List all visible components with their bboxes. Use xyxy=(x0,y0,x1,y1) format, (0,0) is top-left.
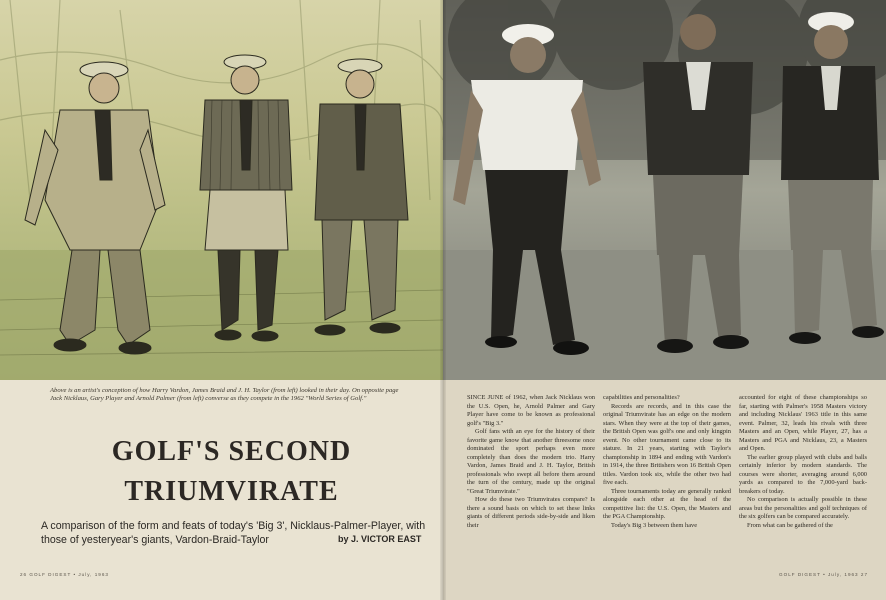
paragraph: capabilities and personalities? xyxy=(603,394,680,401)
illustration-vintage-golfers xyxy=(0,0,443,380)
paragraph: Three tournaments today are generally ranked alongside each other at the head of the competitive list: the U.S. Open, the Masters and the PGA Championship. xyxy=(603,487,731,520)
photo-modern-golfers xyxy=(443,0,886,380)
photo-drawing xyxy=(443,0,886,380)
article-column-3 xyxy=(739,394,867,530)
article-byline: by J. VICTOR EAST xyxy=(338,534,422,544)
paragraph: From what can be gathered of the xyxy=(747,521,833,529)
paragraph: Records are records, and in this case the original Triumvirate has an edge on the modern stars. When they were at the top of their games, the British Open was golf's one and only kingpin event. No other tournament came close to its stature. In 21 years, starting with Taylor's championship in 1894 and ending with Vardon's in 1914, the three Britishers won 16 British Open titles. Vardon took six, while the other two had five each. xyxy=(603,402,731,486)
paragraph: Today's Big 3 between them have xyxy=(611,521,698,529)
illustration-drawing xyxy=(0,0,443,380)
article-body xyxy=(455,394,875,564)
headline-line-1: GOLF'S SECOND xyxy=(111,436,352,467)
page-gutter xyxy=(440,0,446,600)
paragraph: The earlier group played with clubs and balls certainly inferior by modern standards. The courses were shorter, averaging around 6,000 yards as compared to the 7,000-yard back-breakers of today. xyxy=(739,453,867,495)
paragraph: accounted for eight of these championships so far, starting with Palmer's 1958 Masters victory and including Nicklaus' 1963 title in this same event. Palmer, 32, leads his rivals with three Masters and an Open, while Player, 27, has a Masters and PGA and Nicklaus, 23, a Masters and Open. xyxy=(739,394,867,452)
paragraph: Golf fans with an eye for the history of their favorite game know that another threesome once dominated the sport perhaps even more completely than does the modern trio. Harry Vardon, James Braid and J. H. Taylor, British professionals who swept all before them around the turn of the century, made up the original "Great Triumvirate." xyxy=(467,428,595,495)
folio-right: GOLF DIGEST • July, 1963 27 xyxy=(779,572,868,577)
article-column-2 xyxy=(603,394,731,530)
right-page xyxy=(443,0,886,600)
article-column-1 xyxy=(467,394,595,530)
folio-left: 26 GOLF DIGEST • July, 1963 xyxy=(20,572,109,577)
illustration-caption: Above is an artist's conception of how Harry Vardon, James Braid and J. H. Taylor (from left) looked in their day. On opposite page Jack Nicklaus, Gary Player and Arnold Palmer (from left) converse as they compete in the 1962 "World Series of Golf." xyxy=(50,387,399,403)
headline-line-2: TRIUMVIRATE xyxy=(124,476,339,507)
paragraph: No comparison is actually possible in these areas but the personalities and golf techniques of the six golfers can be compared accurately. xyxy=(739,496,867,520)
article-headline xyxy=(0,432,443,512)
article-subhead: A comparison of the form and feats of today's 'Big 3', Nicklaus-Palmer-Player, with those of yesteryear's giants, Vardon-Braid-Taylor xyxy=(41,520,426,546)
paragraph: SINCE JUNE of 1962, when Jack Nicklaus won the U.S. Open, he, Arnold Palmer and Gary Player have come to be known as professional golf's "Big 3." xyxy=(467,394,595,427)
paragraph: How do these two Triumvirates compare? Is there a sound basis on which to set these links giants of different periods side-by-side and liken their xyxy=(467,496,595,529)
